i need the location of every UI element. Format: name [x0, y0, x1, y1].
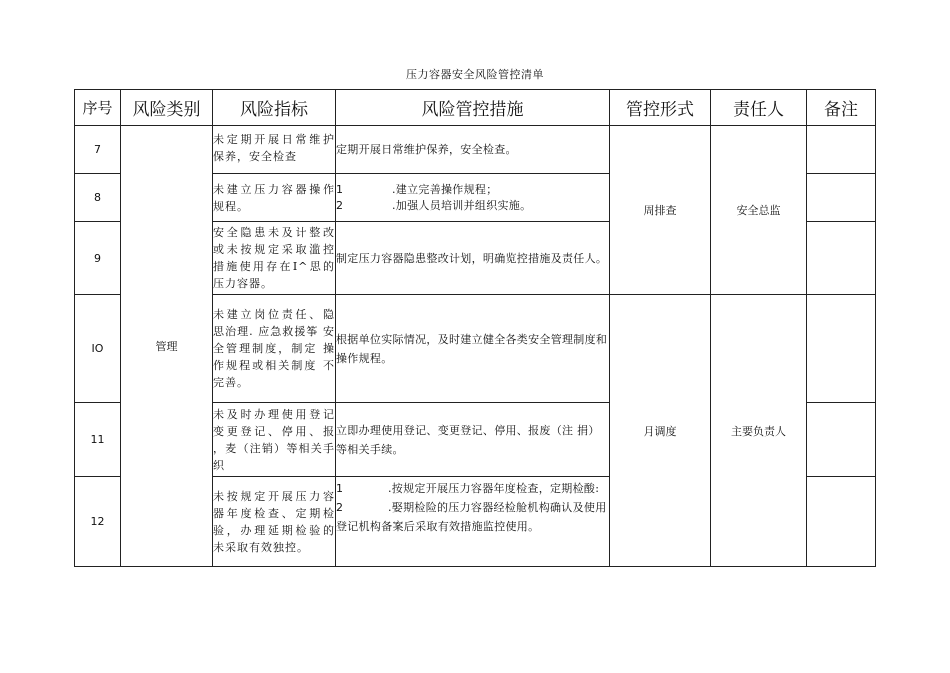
measure-item-text: .加强人员培训并组织实施。: [392, 198, 532, 212]
risk-indicator-text: 未建立压力容器操作 规程。: [213, 174, 336, 222]
row-seq: 9: [75, 222, 121, 295]
header-measure: 风险管控措施: [336, 90, 610, 126]
measure-item-number: 1: [336, 482, 344, 495]
control-measure-cell: 定期开展日常维护保养，安全检查。: [336, 126, 610, 174]
remark-cell: [807, 174, 876, 222]
measure-item-text: .建立完善操作规程；: [392, 182, 498, 196]
row-seq: IO: [75, 295, 121, 403]
measure-item-number: 1: [336, 182, 344, 196]
remark-cell: [807, 222, 876, 295]
remark-cell: [807, 295, 876, 403]
risk-category-label: 管理: [155, 340, 178, 353]
remark-cell: [807, 126, 876, 174]
risk-indicator-text: 未及时办理使用登记 变更登记、停用、报 ，麦（注销）等相关手 织: [213, 403, 336, 477]
control-measure-cell: [336, 477, 610, 567]
measure-item-number: 2: [336, 198, 344, 212]
row-seq: 12: [75, 477, 121, 567]
control-form-cell: 月调度: [610, 295, 711, 567]
header-indicator: 风险指标: [213, 90, 336, 126]
header-form: 管控形式: [610, 90, 711, 126]
header-owner: 责任人: [711, 90, 807, 126]
risk-indicator-text: 安全隐患未及计整改 或未按规定采取滥控 措施使用存在I^思的 压力容器。: [213, 222, 336, 295]
header-row: [75, 90, 876, 126]
header-remark: 备注: [807, 90, 876, 126]
document-title: 压力容器安全风险管控清单: [406, 68, 544, 81]
risk-category-cell: [121, 126, 213, 567]
control-measure-cell: [336, 174, 610, 222]
control-measure-cell: 制定压力容器隐患整改计划，明确览控措施及责任人。: [336, 222, 610, 295]
measure-item-text: .娶期检险的压力容器经检舱机构确认及使用 登记机构备案后采取有效措施监控使用。: [336, 501, 607, 533]
responsible-person-cell: 主要负责人: [711, 295, 807, 567]
measure-item: [336, 198, 609, 214]
header-seq: 序号: [75, 90, 121, 126]
measure-item: [336, 182, 609, 198]
remark-cell: [807, 477, 876, 567]
control-measure-cell: 立即办理使用登记、变更登记、停用、报废（注 捐）等相关手续。: [336, 403, 610, 477]
control-form-cell: 周排查: [610, 126, 711, 295]
risk-indicator-text: 未定期开展日常维护 保养，安全检查: [213, 132, 335, 163]
table-row: [75, 126, 876, 174]
measure-item-text: .按规定开展压力容器年度检查，定期检酸:: [388, 482, 600, 495]
row-seq: 8: [75, 174, 121, 222]
remark-cell: [807, 403, 876, 477]
risk-indicator-text: 未建立岗位责任、隐 思治理. 应急救援筝 安全管理制度，制定 操作规程或相关制度 不完善。: [213, 295, 336, 403]
risk-indicator-cell: [213, 126, 336, 174]
control-measure-cell: 根据单位实际情况，及时建立健全各类安全管理制度和操作规程。: [336, 295, 610, 403]
header-category: 风险类别: [121, 90, 213, 126]
row-seq: 11: [75, 403, 121, 477]
risk-indicator-text: 未按规定开展压力容 器年度检查、定期检 验，办理延期检验的 未采取有效独控。: [213, 477, 336, 567]
responsible-person-cell: 安全总监: [711, 126, 807, 295]
measure-list: [336, 479, 609, 565]
measure-item-number: 2: [336, 501, 344, 514]
risk-control-table: [74, 89, 876, 567]
row-seq: 7: [75, 126, 121, 174]
